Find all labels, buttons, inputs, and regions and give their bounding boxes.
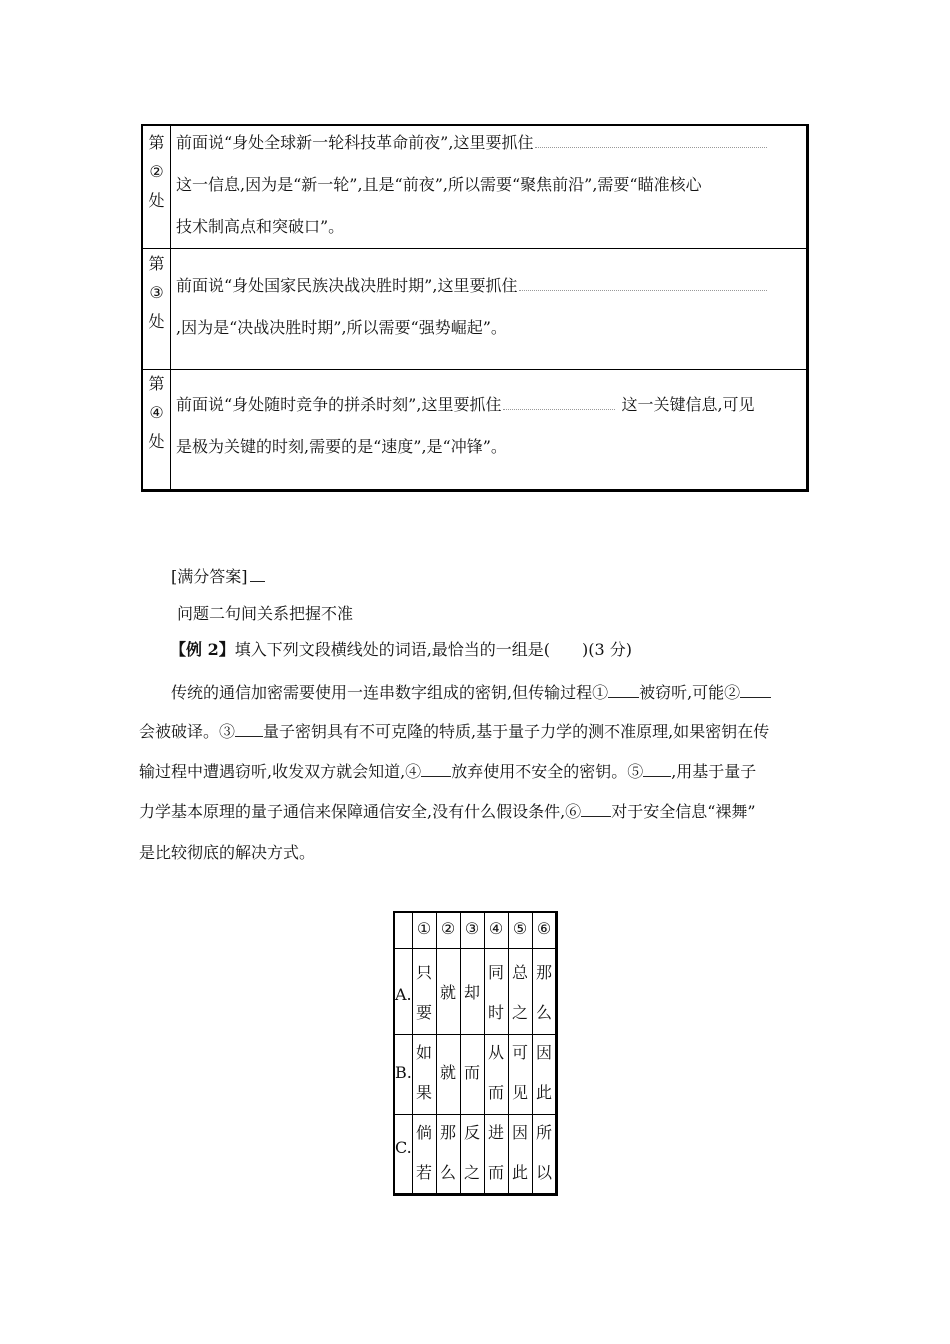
option-b-cell-2: 就 [439,1063,456,1082]
option-a-cell-3: 却 [463,983,480,1002]
answer-blank [250,567,265,582]
problem-title: 问题二句间关系把握不准 [177,604,354,623]
option-c-cell-4: 进 而 [487,1123,504,1182]
option-c-cell-3: 反 之 [463,1123,480,1182]
answer-blank [503,408,615,410]
option-a-label: A. [395,985,412,1004]
paragraph-line-4: 力学基本原理的量子通信来保障通信安全,没有什么假设条件,⑥ 对于安全信息“裸舞” [139,802,756,821]
header-6: ⑥ [536,919,552,938]
answer-heading: [满分答案] [171,567,265,587]
row-label: 第 ④ 处 [143,369,171,489]
row-label: 第 ③ 处 [143,248,171,369]
fill-blank-4 [421,762,451,777]
option-a-cell-4: 同 时 [487,963,504,1022]
analysis-row-4 [143,369,806,489]
paragraph-line-5: 是比较彻底的解决方式。 [139,843,316,862]
fill-blank-5 [643,762,671,777]
option-c-cell-6: 所 以 [535,1123,552,1182]
paragraph-line-2: 会被破译。③ 量子密钥具有不可克隆的特质,基于量子力学的测不准原理,如果密钥在传 [139,722,770,741]
option-b-cell-3: 而 [463,1063,480,1082]
fill-blank-6 [581,802,611,817]
option-c-cell-5: 因 此 [511,1123,528,1182]
paragraph-line-3: 输过程中遭遇窃听,收发双方就会知道,④ 放弃使用不安全的密钥。⑤ ,用基于量子 [139,762,757,781]
options-table [393,911,558,1196]
fill-blank-1 [608,683,639,698]
header-4: ④ [488,919,504,938]
option-b-cell-5: 可 见 [511,1043,528,1102]
fill-blank-2 [740,683,771,698]
row-content: 前面说“身处国家民族决战决胜时期”,这里要抓住 ,因为是“决战决胜时期”,所以需要“强势崛起”。 [176,265,798,349]
row-content: 前面说“身处随时竞争的拼杀时刻”,这里要抓住 这一关键信息,可见 是极为关键的时刻,需要的是“速度”,是“冲锋”。 [176,395,755,456]
row-label: 第 ② 处 [143,126,171,248]
row-content: 前面说“身处全球新一轮科技革命前夜”,这里要抓住 这一信息,因为是“新一轮”,且是“前夜”,所以需要“聚焦前沿”,需要“瞄准核心 技术制高点和突破口”。 [176,122,798,248]
option-a-cell-2: 就 [439,983,456,1002]
answer-blank [535,146,767,148]
option-b-label: B. [395,1063,412,1082]
header-3: ③ [464,919,480,938]
option-c-cell-1: 倘 若 [415,1123,432,1182]
example-question: 【例 2】填入下列文段横线处的词语,最恰当的一组是( )(3 分) [170,640,633,659]
analysis-row-3 [143,248,806,370]
option-b-cell-1: 如 果 [415,1043,432,1102]
fill-blank-3 [235,722,263,737]
analysis-table [141,124,809,492]
header-1: ① [416,919,432,938]
header-5: ⑤ [512,919,528,938]
option-b-cell-6: 因 此 [535,1043,552,1102]
option-a-cell-1: 只 要 [415,963,432,1022]
header-2: ② [440,919,456,938]
option-a-cell-5: 总 之 [511,963,528,1022]
answer-blank [519,289,767,291]
option-a-cell-6: 那 么 [535,963,552,1022]
paragraph-line-1: 传统的通信加密需要使用一连串数字组成的密钥,但传输过程① 被窃听,可能② [171,683,771,703]
option-c-label: C. [395,1138,412,1157]
analysis-row-2 [143,126,806,249]
option-c-cell-2: 那 么 [439,1123,456,1182]
option-b-cell-4: 从 而 [487,1043,504,1102]
